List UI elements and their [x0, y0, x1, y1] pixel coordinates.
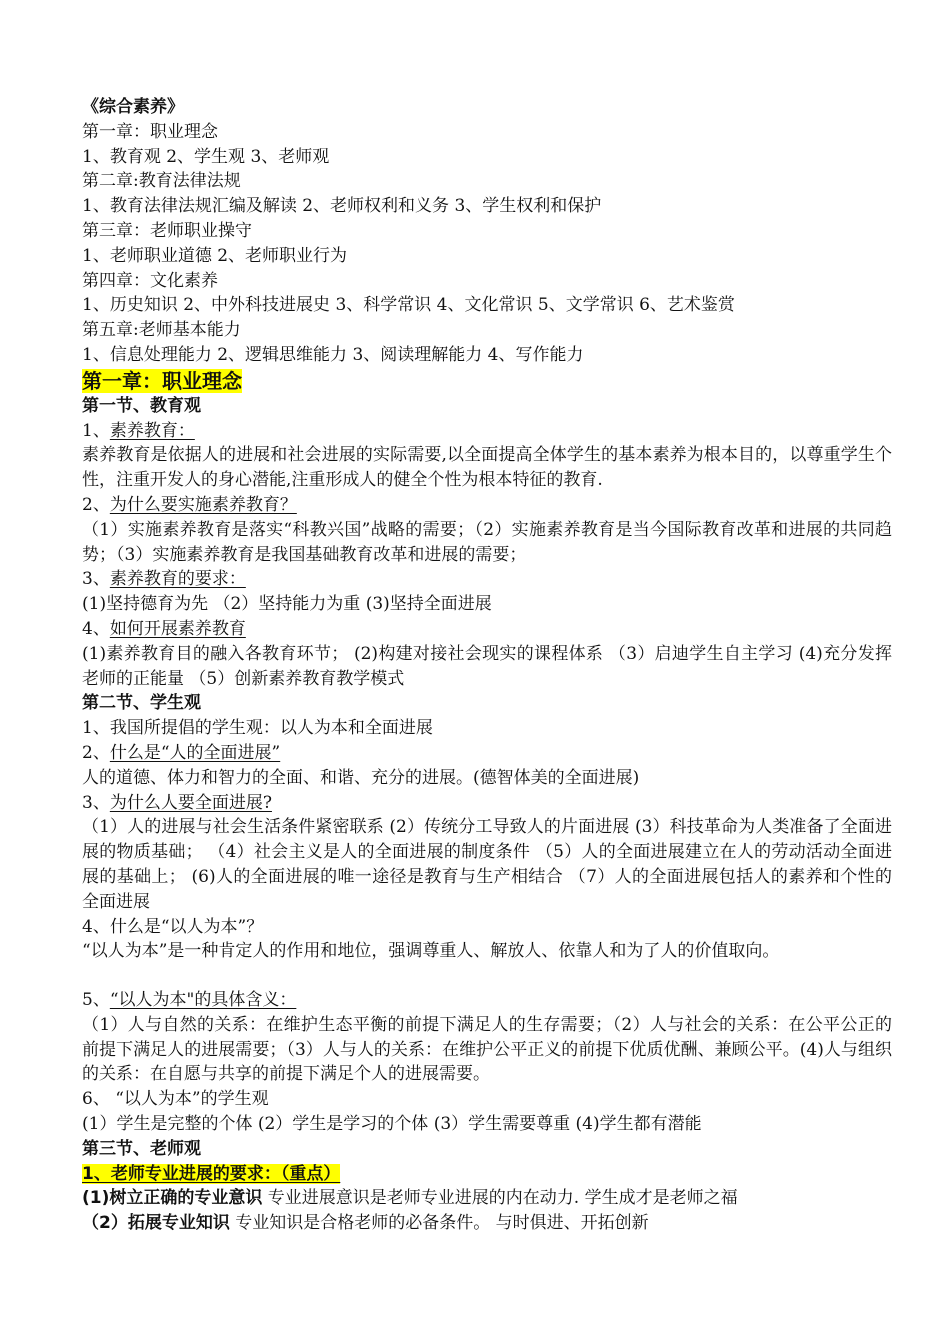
question-text: 什么是“人的全面进展” — [109, 742, 281, 763]
toc-chapter-1-items: 1、教育观 2、学生观 3、老师观 — [82, 146, 330, 167]
answer-2: 人的道德、体力和智力的全面、和谐、充分的进展。(德智体美的全面进展) — [82, 767, 640, 788]
toc-chapter-2: 第二章:教育法律法规 — [82, 171, 241, 192]
toc-chapter-4: 第四章：文化素养 — [82, 270, 218, 291]
section-2-heading: 第二节、学生观 — [82, 693, 201, 714]
toc-chapter-4-items: 1、历史知识 2、中外科技进展史 3、科学常识 4、文化常识 5、文学常识 6、艺术鉴赏 — [82, 295, 735, 316]
question-5 — [82, 988, 892, 1013]
question-number: 1、 — [82, 420, 110, 441]
answer-1 — [82, 1186, 892, 1211]
question-4 — [82, 617, 892, 642]
question-number: 3、 — [82, 792, 110, 813]
question-text: 素养教育的要求： — [109, 569, 246, 590]
answer-title: (1)树立正确的专业意识 — [82, 1188, 263, 1209]
question-text: 如何开展素养教育 — [109, 618, 246, 639]
section-1-heading: 第一节、教育观 — [82, 395, 201, 416]
toc-chapter-1: 第一章：职业理念 — [82, 121, 218, 142]
blank-line — [82, 964, 892, 988]
question-text: 为什么要实施素养教育？ — [109, 494, 297, 515]
question-text: 为什么人要全面进展? — [109, 792, 272, 813]
document-page — [82, 95, 892, 1236]
toc-chapter-3: 第三章：老师职业操守 — [82, 220, 252, 241]
answer-2: （1）实施素养教育是落实“科教兴国”战略的需要；（2）实施素养教育是当今国际教育改革和进展的共同趋势；（3）实施素养教育是我国基础教育改革和进展的需要； — [82, 519, 892, 565]
answer-2 — [82, 1211, 892, 1236]
question-number: 3、 — [82, 569, 110, 590]
toc-chapter-3-items: 1、老师职业道德 2、老师职业行为 — [82, 245, 348, 266]
question-2 — [82, 741, 892, 766]
chapter-heading — [82, 368, 892, 394]
chapter-heading-text: 第一章：职业理念 — [82, 368, 242, 393]
toc-chapter-2-items: 1、教育法律法规汇编及解读 2、老师权利和义务 3、学生权利和保护 — [82, 196, 602, 217]
question-3 — [82, 791, 892, 816]
question-text: “以人为本"的具体含义： — [109, 990, 297, 1011]
answer-3: （1）人的进展与社会生活条件紧密联系 (2）传统分工导致人的片面进展 (3）科技革命为人类准备了全面进展的物质基础； （4）社会主义是人的全面进展的制度条件 （5）人的全面进展建立在人的劳动活动全面进展的基础上； (6)人的全面进展的唯一途径是教育与生产相结合 （7）人的全面进展包括人的素养和个性的全面进展 — [82, 817, 892, 912]
question-number: 2、 — [82, 742, 110, 763]
answer-3: (1)坚持德育为先 （2）坚持能力为重 (3)坚持全面进展 — [82, 594, 492, 615]
answer-text: 专业知识是合格老师的必备条件。 与时俱进、开拓创新 — [229, 1213, 649, 1234]
answer-title: （2）拓展专业知识 — [82, 1213, 230, 1234]
question-text: 素养教育： — [109, 420, 195, 441]
book-title: 《综合素养》 — [82, 97, 184, 117]
question-number: 4、 — [82, 618, 110, 639]
paragraph-student-view: 1、我国所提倡的学生观：以人为本和全面进展 — [82, 718, 433, 739]
question-2 — [82, 493, 892, 518]
question-1 — [82, 419, 892, 444]
question-text-highlighted: 1、老师专业进展的要求：（重点） — [82, 1163, 341, 1184]
answer-4: (1)素养教育目的融入各教育环节； (2)构建对接社会现实的课程体系 （3）启迪学生自主学习 (4)充分发挥老师的正能量 （5）创新素养教育教学模式 — [82, 643, 892, 689]
answer-4: “以人为本”是一种肯定人的作用和地位，强调尊重人、解放人、依靠人和为了人的价值取向。 — [82, 941, 780, 962]
question-number: 2、 — [82, 494, 110, 515]
answer-5: （1）人与自然的关系：在维护生态平衡的前提下满足人的生存需要；（2）人与社会的关系：在公平公正的前提下满足人的进展需要；（3）人与人的关系：在维护公平正义的前提下优质优酬、兼顾公平。(4)人与组织的关系：在自愿与共享的前提下满足个人的进展需要。 — [82, 1014, 892, 1085]
question-number: 5、 — [82, 990, 110, 1011]
section-3-heading: 第三节、老师观 — [82, 1138, 201, 1159]
answer-text: 专业进展意识是老师专业进展的内在动力. 学生成才是老师之福 — [262, 1188, 738, 1209]
question-4: 4、什么是“以人为本”？ — [82, 916, 264, 937]
toc-chapter-5: 第五章:老师基本能力 — [82, 320, 241, 341]
answer-1: 素养教育是依据人的进展和社会进展的实际需要,以全面提高全体学生的基本素养为根本目的，以尊重学生个性，注重开发人的身心潜能,注重形成人的健全个性为根本特征的教育. — [82, 445, 892, 491]
answer-6: (1）学生是完整的个体 (2）学生是学习的个体 (3）学生需要尊重 (4)学生都有潜能 — [82, 1114, 702, 1135]
toc-chapter-5-items: 1、信息处理能力 2、逻辑思维能力 3、阅读理解能力 4、写作能力 — [82, 344, 584, 365]
question-6: 6、 “以人为本”的学生观 — [82, 1089, 269, 1110]
question-1 — [82, 1162, 892, 1187]
question-3 — [82, 567, 892, 592]
